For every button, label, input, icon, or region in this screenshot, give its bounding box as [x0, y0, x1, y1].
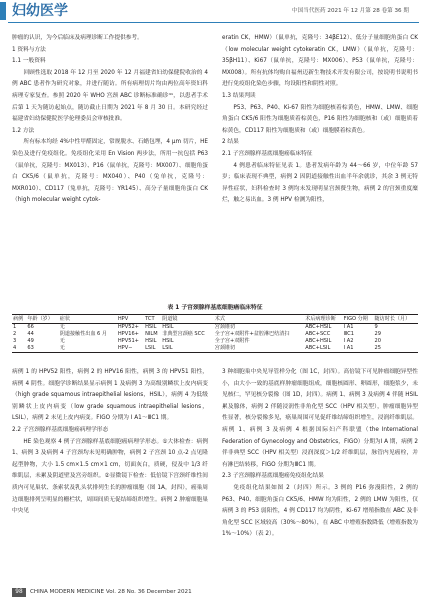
- header-cell: FIGO 分期: [343, 315, 374, 324]
- table-caption: 表 1 子宫颈腺样基底细胞癌临床特征: [167, 305, 263, 311]
- section-title: 妇幼医学: [12, 3, 68, 19]
- page-header: [0, 0, 427, 28]
- header-cell: 阴道镜: [161, 315, 214, 324]
- section-heading: 1 资料与方法: [12, 46, 46, 53]
- header-cell: 术式: [214, 315, 305, 324]
- column-bottom-right: [222, 367, 418, 541]
- subsection-heading: 2.1 子宫颈腺样基底细胞癌临床特征: [222, 150, 313, 157]
- table-cell: 无: [59, 324, 65, 330]
- clinical-features-table: [12, 314, 418, 353]
- table-cell: LSIL: [145, 345, 156, 351]
- table-cell: 66: [27, 324, 34, 330]
- table-cell: NILM: [145, 331, 158, 337]
- table-cell: 无: [59, 345, 65, 351]
- table-cell: ABC+SCC: [305, 331, 331, 337]
- table-cell: 3: [13, 338, 17, 344]
- table-cell: 宫颈锥切: [214, 345, 236, 351]
- column-top-left: [12, 33, 208, 207]
- subsection-heading: 1.2 方法: [12, 127, 35, 134]
- table-cell: ⅢC1: [343, 331, 354, 337]
- header-cell: 术后病理诊断: [304, 315, 342, 324]
- journal-footer-text: CHINA MODERN MEDICINE Vol. 28 No. 36 December 2021: [30, 589, 192, 595]
- subsection-heading: 2.3 子宫颈腺样基底细胞癌免疫组化结果: [222, 473, 324, 480]
- header-rule: [8, 22, 419, 23]
- table-cell: HPV16+: [117, 331, 139, 337]
- table-cell: 44: [27, 331, 34, 337]
- paragraph: 回顾性选取 2018 年 12 月至 2020 年 12 月福建省妇幼保健院收治的 4 例 ABC 患者作为研究对象，并进行随访。所有病理切片均由两位高年资妇科病理专家复查。参照 2020 年 WHO 宫颈 ABC 诊断标准确诊⁴¹，以患者手术后第 1 天为随访起始点，随访截止日期为 2021 年 8 月 30 日。本研究经过福建省妇幼保健院医学伦理委员会审核批准。: [12, 69, 208, 123]
- table-cell: HSIL: [145, 338, 157, 344]
- table-cell: 阴道接触性出血 6 月: [59, 331, 107, 337]
- table-cell: HSIL: [162, 338, 174, 344]
- paragraph: P53、P63、P40、Ki-67 阳性为细胞核着棕黄色，HMW、LMW、细胞角蛋白 CK5/6 阳性为细胞质着棕黄色，P16 阳性为细胞核和（或）细胞质着棕黄色，CD117 阳性为细胞质和（或）细胞膜着棕黄色。: [222, 104, 418, 134]
- table-cell: 49: [27, 338, 34, 344]
- section-color-bar: [0, 2, 6, 20]
- page-footer: [0, 585, 427, 603]
- paragraph: eratin CK，HMW）（鼠单抗，克隆号：34βE12）、低分子量细胞角蛋白 CK（low molecular weight cytokeratin CK，LMW）（鼠单抗，克隆号：35βH11）、Ki67（鼠单抗，克隆号：MX006）、P53（鼠单抗，克隆号：MX008）。所有抗体均购自福州迈新生物技术开发有限公司，按说明书说明书进行免疫组化染色步骤，均设阳性和阴性对照。: [222, 35, 418, 88]
- table-cell: Ⅰ A2: [343, 338, 354, 344]
- table-cell: LSIL: [162, 345, 173, 351]
- table-cell: Ⅰ A1: [343, 345, 354, 351]
- paragraph: HE 染色观察 4 例子宫颈腺样基底细胞癌病理学形态。①大体检查：病例 1、病例 3 及病例 4 子宫颈均未见明确肿物，病例 2 子宫颈 10 点-2 点见隆起型肿物，大小 1.5 cm×1.5 cm×1 cm，切面灰白，质硬，侵及中 1/3 纤维肌层，未累及阴道壁及宫旁组织。②显微镜下检查：低倍镜下宫颈纤维性间质内可见巢状、条索状及乳头状排列生长的肿瘤细胞（图 1A，封四），癌巢周边细胞排列呈明显的栅栏状，周围间质无促结缔组织增生。病例 2 肿瘤细胞巢中央见: [12, 438, 208, 515]
- table-cell: ABC+LSIL: [305, 345, 331, 351]
- header-cell: TCT: [144, 315, 161, 324]
- table-cell: ABC+HSIL: [305, 338, 332, 344]
- subsection-heading: 1.3 结果判读: [222, 92, 256, 99]
- header-cell: HPV: [117, 315, 144, 324]
- table-cell: Ⅰ A1: [343, 324, 354, 330]
- paragraph: 肿瘤的认识，为今后临床及病理诊断工作提供参考。: [12, 35, 143, 41]
- table-cell: 2: [13, 331, 17, 337]
- paragraph: 病例 1 的 HPV52 阳性，病例 2 的 HPV16 阳性，病例 3 的 HPV51 阳性，病例 4 阴性。细胞学诊断结果显示病例 1 及病例 3 为高级别鳞状上皮内病变（high grade squamous intraepithelial lesions，HSIL），病例 4 为低级别鳞状上皮内病变（low grade squamous intraepithelial lesions，LSIL），病例 2 未见上皮内病变。FIGO 分期为 Ⅰ A1～ⅢC1 期。: [12, 369, 208, 422]
- table-cell: HSIL: [145, 324, 157, 330]
- table-cell: 4: [13, 345, 17, 351]
- table-cell: 63: [27, 345, 34, 351]
- header-cell: 症状: [59, 315, 117, 324]
- table-row: [12, 324, 418, 332]
- column-bottom-left: [12, 367, 208, 518]
- table-row: [12, 338, 418, 345]
- paragraph: 所有标本均经 4%中性甲醛固定，常规脱水、石蜡包埋，4 μm 切片，HE 染色及进行免疫组化。免疫组化采用 En Vision 两步法，所用一抗包括 P63（鼠单抗，克隆号：MX013）、P16（鼠单抗，克隆号：MX007）、细胞角蛋白 CK5/6（鼠单抗，克隆号：MX040）、P40（兔单抗，克隆号：MXR010）、CD117（兔单抗，克隆号：YR145）、高分子量细胞角蛋白 CK（high molecular weight cytok-: [12, 139, 208, 204]
- paragraph: 3 种细胞巢中央见导管样分化（图 1C，封四）。高倍镜下可见肿瘤细胞异型性小，由大小一致的基底样肿瘤细胞组成，细胞核圆形、卵圆形，细胞浆少，未见核仁，罕见核分裂像（图 1D，封四）。病例 1、病例 3 及病例 4 伴随 HSIL 累及腺体，病例 2 伴随浸润性非角化型 SCC（HPV 相关型），肿瘤细胞异型性显著，核分裂像多见，癌巢周围可见促纤维结缔组织增生，浸润纤维肌层。病例 1、病例 3 及病例 4 根据国际妇产科联盟（the International Federation of Gynecology and Obstetrics，FIGO）分期为Ⅰ A 期，病例 2 伴非典型 SCC（HPV 相关型）浸润深度＞1/2 纤维肌层，脉管内见癌栓，并有淋巴结转移，FIGO 分期为ⅢC1 期。: [222, 369, 418, 468]
- table-1: [12, 304, 418, 353]
- table-cell: HPV52+: [117, 324, 139, 330]
- table-cell: 1: [13, 324, 17, 330]
- subsection-heading: 1.1 一般资料: [12, 58, 46, 65]
- subsection-heading: 2.2 子宫颈腺样基底细胞癌病理学形态: [12, 426, 109, 433]
- table-cell: 宫颈锥切: [214, 324, 236, 330]
- table-cell: 非典型宫颈癌 SCC: [162, 331, 205, 337]
- table-cell: HSIL: [162, 324, 174, 330]
- section-heading: 2 结果: [222, 139, 239, 146]
- paragraph: 4 例患者临床特征见表 1。患者发病年龄为 44～66 岁，中位年龄 57 岁；临床表现不典型，病例 2 因阴道接触性出血半年余就诊，其余 3 例无特异性症状，妇科检查时 3 例均未发现明显宫颈赘生物，病例 2 的宫颈重度糜烂，触之易出血。3 例 HPV 检测为阳性，: [222, 162, 418, 204]
- table-cell: 25: [374, 345, 382, 351]
- header-cell: 年龄（岁）: [26, 315, 58, 324]
- table-cell: 9: [374, 324, 378, 330]
- table-header-row: [12, 315, 418, 324]
- table-cell: 29: [374, 331, 382, 337]
- table-cell: HPV−: [117, 345, 133, 351]
- table-cell: 全子宫+双附件: [214, 338, 250, 344]
- table-cell: 20: [374, 338, 382, 344]
- table-cell: ABC+HSIL: [305, 324, 332, 330]
- page-number: 98: [12, 588, 26, 597]
- paragraph: 免疫组化结果如图 2（封四）所示。3 例的 P16 弥漫阳性，2 例的 P63、P40、细胞角蛋白 CK5/6、HMW 均为阳性，2 例的 LMW 为阳性，仅病例 3 的 P53 弱阳性，4 例 CD117 均为阴性，Ki-67 增殖指数在 ABC 及非角化型 SCC 区域较高（30%～80%），在 ABC 中增殖指数降低（增殖指数为 1%～10%）（表 2）。: [222, 484, 418, 538]
- table-cell: 全子宫+双附件+盆腔淋巴结清扫: [214, 331, 290, 337]
- table-cell: HPV51+: [117, 338, 139, 344]
- table-cell: 无: [59, 338, 65, 344]
- column-top-right: [222, 33, 418, 207]
- header-cell: 随访时长（月）: [374, 315, 418, 324]
- table-row: [12, 345, 418, 353]
- journal-issue-info: 中国当代医药 2021 年 12 月第 28 卷第 36 期: [292, 8, 409, 14]
- header-cell: 病例: [12, 315, 26, 324]
- table-row: [12, 331, 418, 338]
